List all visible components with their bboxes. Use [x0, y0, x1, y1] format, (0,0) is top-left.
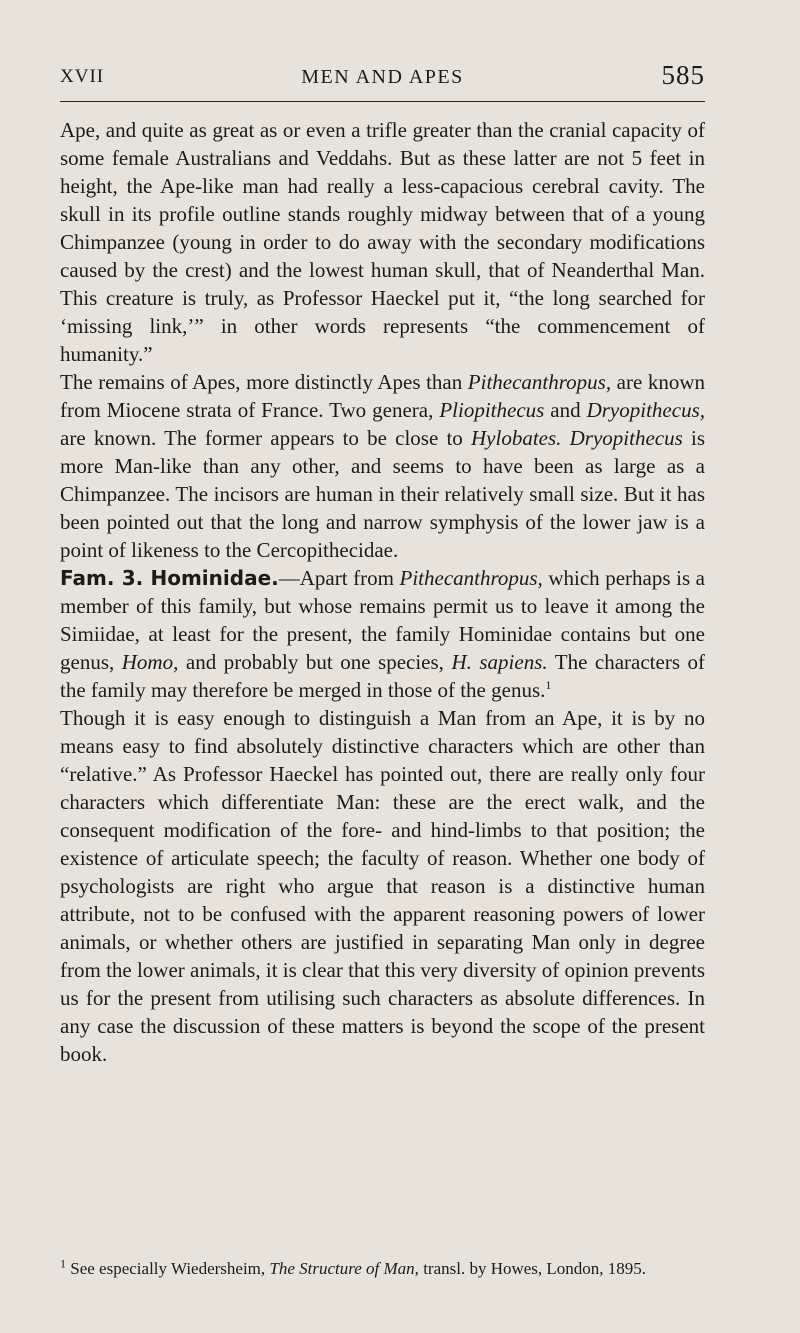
running-header [60, 60, 705, 100]
text-run: and probably but one species, [178, 650, 452, 674]
header-rule [60, 101, 705, 102]
body-text [60, 116, 705, 1068]
italic-text: Pliopithecus [439, 398, 545, 422]
footnote-marker: 1 [545, 678, 552, 692]
italic-text: Homo, [121, 650, 179, 674]
paragraph [60, 368, 705, 564]
page-number: 585 [661, 60, 705, 90]
italic-text: Pithecanthropus, [399, 566, 543, 590]
footnote [60, 1257, 705, 1280]
text-run: which perhaps is a member of this family, but whose remains permit us to leave it among the Simiidae, at least for the present, the family Hominidae contains but one genus, [60, 566, 705, 674]
text-run: The remains of Apes, more distinctly Apes than [60, 370, 468, 394]
running-title: MEN AND APES [301, 66, 464, 88]
footnote-text [60, 1257, 705, 1280]
text-run: Though it is easy enough to distinguish a Man from an Ape, it is by no means easy to find absolutely distinctive characters which are other than “relative.” As Professor Haeckel has pointed out, there are really only four characters which differentiate Man: these are the erect walk, and the consequent modification of the fore- and hind-limbs to that position; the existence of articulate speech; the faculty of reason. Whether one body of psychologists are right who argue that reason is a distinctive human attribute, not to be confused with the apparent reasoning powers of lower animals, or whether others are justified in separating Man only in degree from the lower animals, it is clear that this very diversity of opinion prevents us for the present from utilising such characters as absolute differences. In any case the discussion of these matters is beyond the scope of the present book. [60, 706, 706, 1066]
text-run: Ape, and quite as great as or even a trifle greater than the cranial capacity of some female Australians and Veddahs. But as these latter are not 5 feet in height, the Ape-like man had really a less-capacious cerebral cavity. The skull in its profile outline stands roughly midway between that of a young Chimpanzee (young in order to do away with the secondary modifications caused by the crest) and the lowest human skull, that of Neanderthal Man. This creature is truly, as Professor Haeckel put it, “the long searched for ‘missing link,’” in other words represents “the commencement of humanity.” [60, 118, 705, 366]
italic-text: Pithecanthropus, [467, 370, 612, 394]
text-run: —Apart from [278, 566, 400, 590]
section-heading: Fam. 3. Hominidae. [60, 566, 279, 590]
chapter-number: XVII [60, 66, 105, 87]
footnote-marker: 1 [60, 1256, 66, 1271]
italic-text: The Structure of Man, [269, 1259, 419, 1278]
text-run: is more Man-like than any other, and seems to have been as large as a Chimpanzee. The incisors are human in their relatively small size. But it has been pointed out that the long and narrow symphysis of the lower jaw is a point of likeness to the Cercopithecidae. [60, 426, 705, 562]
italic-text: Dryopithecus, [586, 398, 705, 422]
text-run [561, 426, 569, 450]
paragraph [60, 704, 705, 1068]
paragraph [60, 116, 705, 368]
text-run: are known from Miocene strata of France. Two genera, [60, 370, 705, 422]
text-run: The characters of the family may therefore be merged in those of the genus. [60, 650, 706, 702]
text-run: and [544, 398, 587, 422]
italic-text: Dryopithecus [569, 426, 683, 450]
italic-text: H. sapiens. [451, 650, 548, 674]
text-run: See especially Wiedersheim, [66, 1259, 270, 1278]
paragraph [60, 564, 705, 704]
text-run: are known. The former appears to be close to [60, 426, 472, 450]
italic-text: Hylobates. [471, 426, 562, 450]
text-run: transl. by Howes, London, 1895. [418, 1259, 647, 1278]
